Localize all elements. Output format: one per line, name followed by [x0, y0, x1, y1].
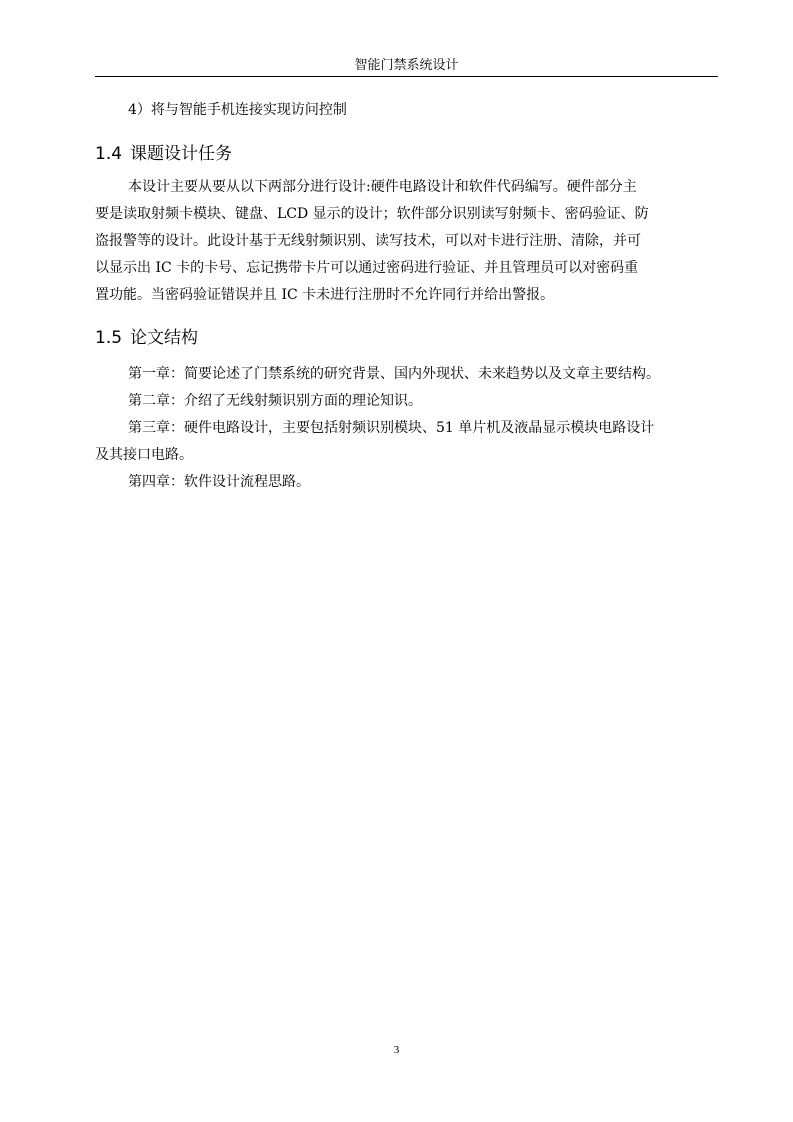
chapter-summary: 第四章：软件设计流程思路。: [128, 474, 310, 490]
paragraph-line: 置功能。当密码验证错误并且 IC 卡未进行注册时不允许同行并给出警报。: [95, 287, 555, 303]
paragraph-line: 以显示出 IC 卡的卡号、忘记携带卡片可以通过密码进行验证、并且管理员可以对密码重: [95, 260, 639, 276]
running-header: 智能门禁系统设计: [354, 58, 459, 73]
section-number: 1.4: [95, 144, 123, 164]
paragraph-line: 本设计主要从要从以下两部分进行设计:硬件电路设计和软件代码编写。硬件部分主: [128, 179, 637, 195]
chapter-summary: 第二章：介绍了无线射频识别方面的理论知识。: [128, 393, 422, 409]
paragraph-line: 盗报警等的设计。此设计基于无线射频识别、读写技术，可以对卡进行注册、清除，并可: [95, 233, 641, 249]
chapter-summary: 第一章：简要论述了门禁系统的研究背景、国内外现状、未来趋势以及文章主要结构。: [128, 366, 660, 382]
chapter-summary: 第三章：硬件电路设计，主要包括射频识别模块、51 单片机及液晶显示模块电路设计: [128, 420, 655, 436]
section-title: 课题设计任务: [130, 144, 233, 164]
header-divider: [95, 76, 718, 77]
chapter-summary-continuation: 及其接口电路。: [95, 447, 193, 463]
section-heading-1-4: [95, 142, 232, 166]
section-title: 论文结构: [130, 328, 199, 348]
list-item-4: 4）将与智能手机连接实现访问控制: [128, 102, 347, 118]
section-heading-1-5: [95, 326, 198, 350]
section-number: 1.5: [95, 328, 123, 348]
page-number: 3: [393, 1044, 400, 1056]
paragraph-line: 要是读取射频卡模块、键盘、LCD 显示的设计；软件部分识别读写射频卡、密码验证、防: [95, 206, 649, 222]
